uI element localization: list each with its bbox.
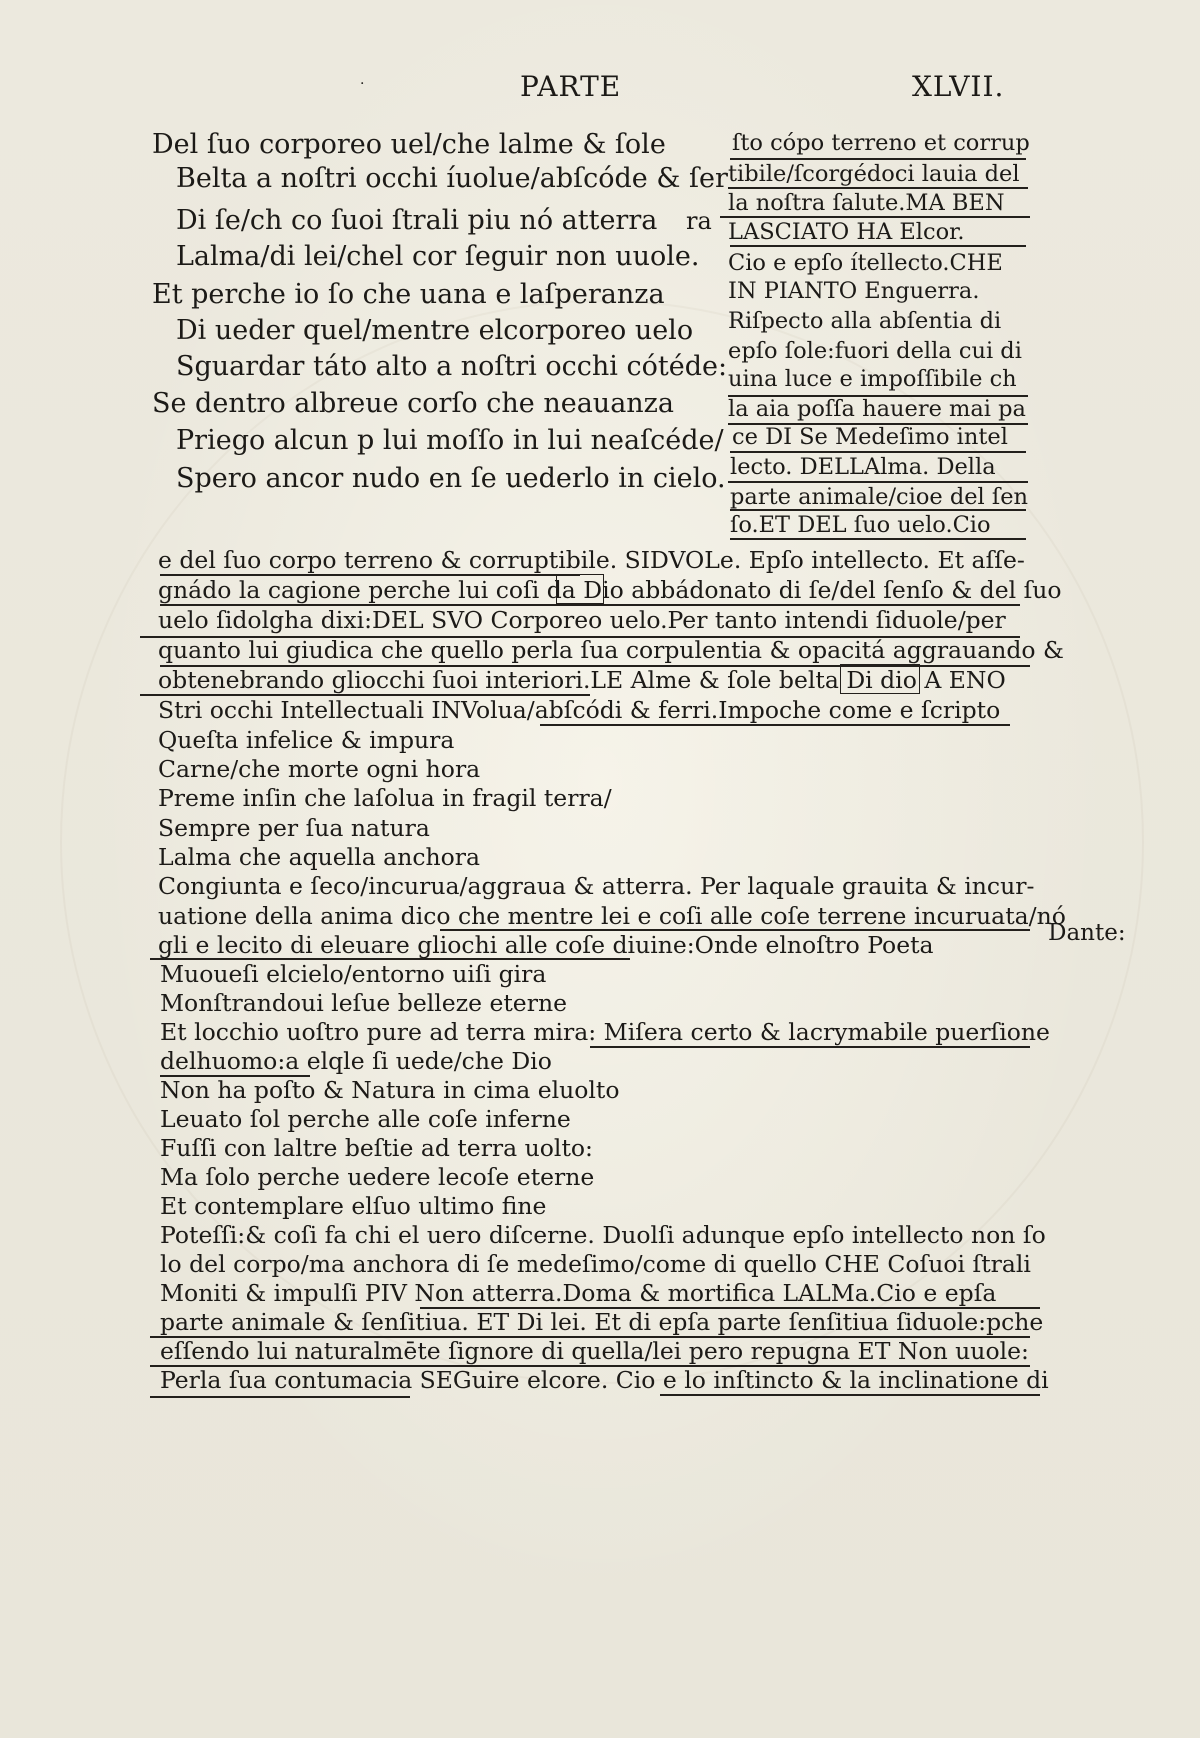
quote-line: Leuato ſol perche alle coſe inferne <box>160 1105 571 1133</box>
commentary-line: obtenebrando gliocchi ſuoi interiori.LE Alme & ſole belta Di dio A ENO <box>158 666 1006 694</box>
poem-line: Spero ancor nudo en ſe uederlo in cielo. <box>176 463 726 494</box>
side-commentary-line: uina luce e impoſſibile ch <box>728 366 1017 392</box>
handwritten-underline <box>728 423 1028 425</box>
quote-line: Queſta infelice & impura <box>158 726 455 754</box>
quote-line: parte animale & ſenſitiua. ET Di lei. Et di epſa parte ſenſitiua ſiduole:pche <box>160 1308 1044 1336</box>
quote-line: Moniti & impulſi PIV Non atterra.Doma & mortifica LALMa.Cio e epſa <box>160 1279 997 1307</box>
handwritten-underline <box>730 245 1026 247</box>
poem-line: Di ueder quel/mentre elcorporeo uelo <box>176 315 694 346</box>
handwritten-underline <box>728 481 1028 483</box>
folio-number: XLVII. <box>912 70 1005 103</box>
poem-line: Lalma/di lei/chel cor ſeguir non uuole. <box>176 241 700 272</box>
side-commentary-line: ce DI Se Medeſimo intel <box>732 424 1008 450</box>
handwritten-underline <box>720 216 1030 218</box>
handwritten-box <box>840 664 920 694</box>
handwritten-underline <box>440 929 1030 931</box>
quote-line: lo del corpo/ma anchora di ſe medeſimo/come di quello CHE Coſuoi ſtrali <box>160 1250 1031 1278</box>
page-header <box>0 70 1200 110</box>
handwritten-underline <box>140 636 1020 638</box>
side-commentary-line: la aia poſſa hauere mai pa <box>728 396 1026 422</box>
margin-note: Dante: <box>1048 920 1126 946</box>
handwritten-underline <box>730 509 1026 511</box>
side-commentary-line: lecto. DELLAlma. Della <box>730 454 996 480</box>
quote-line: Preme inſin che laſolua in fragil terra/ <box>158 784 612 812</box>
header-dot: · <box>360 76 366 92</box>
side-commentary-line: Riſpecto alla abſentia di <box>728 308 1002 334</box>
commentary-line: uatione della anima dico che mentre lei e coſi alle coſe terrene incuruata/nó <box>158 902 1066 930</box>
poem-line: Belta a noſtri occhi íuolue/abſcóde & ſer <box>176 163 728 194</box>
quote-line: Ma ſolo perche uedere lecoſe eterne <box>160 1163 595 1191</box>
handwritten-underline <box>540 724 1010 726</box>
side-commentary-line: IN PIANTO Enguerra. <box>728 278 980 304</box>
side-commentary-line: la noſtra ſalute.MA BEN <box>728 190 1005 216</box>
handwritten-underline <box>660 1394 1040 1396</box>
commentary-line: uelo ſidolgha dixi:DEL SVO Corporeo uelo.Per tanto intendi ſiduole/per <box>158 606 1006 634</box>
quote-line: Fuſſi con laltre beſtie ad terra uolto: <box>160 1134 593 1162</box>
handwritten-underline <box>150 958 630 960</box>
quote-line: delhuomo:a elqle ſi uede/che Dio <box>160 1047 552 1075</box>
quote-line: Et locchio uoſtro pure ad terra mira: Miſera certo & lacrymabile puerſione <box>160 1018 1050 1046</box>
quote-line: Carne/che morte ogni hora <box>158 755 481 783</box>
side-commentary-line: ſto cópo terreno et corrup <box>732 130 1030 156</box>
commentary-line: gli e lecito di eleuare gliochi alle coſe diuine:Onde elnoſtro Poeta <box>158 931 934 959</box>
commentary-line: quanto lui giudica che quello perla ſua corpulentia & opacitá aggrauando & <box>158 636 1064 664</box>
quote-line: Monſtrandoui leſue belleze eterne <box>160 989 567 1017</box>
poem-line: Priego alcun p lui moſſo in lui neaſcéde/ <box>176 425 724 456</box>
handwritten-underline <box>730 538 1026 540</box>
poem-line-marker: ra <box>686 207 712 235</box>
quote-line: Sempre per ſua natura <box>158 814 430 842</box>
handwritten-underline <box>150 1336 1030 1338</box>
handwritten-underline <box>420 1307 1040 1309</box>
poem-line: Se dentro albreue corſo che neauanza <box>152 388 675 419</box>
handwritten-underline <box>160 574 580 576</box>
poem-line: Di ſe/ch co ſuoi ſtrali piu nó atterra <box>176 205 658 236</box>
quote-line: Non ha poſto & Natura in cima eluolto <box>160 1076 620 1104</box>
handwritten-underline <box>150 1396 410 1398</box>
handwritten-underline <box>150 1365 1030 1367</box>
handwritten-underline <box>730 158 1026 160</box>
quote-line: Poteſſi:& coſi fa chi el uero diſcerne. Duolſi adunque epſo intellecto non ſo <box>160 1221 1046 1249</box>
commentary-line: gnádo la cagione perche lui coſi da Dio abbádonato di ſe/del ſenſo & del ſuo <box>158 576 1062 604</box>
handwritten-underline <box>140 694 590 696</box>
handwritten-underline <box>590 1046 1030 1048</box>
side-commentary-line: parte animale/cioe del ſen <box>730 484 1029 510</box>
side-commentary-line: ſo.ET DEL ſuo uelo.Cio <box>730 512 991 538</box>
quote-line: Perla ſua contumacia SEGuire elcore. Cio e lo inſtincto & la inclinatione di <box>160 1366 1049 1394</box>
side-commentary-line: Cio e epſo ítellecto.CHE <box>728 250 1003 276</box>
handwritten-box <box>556 574 604 604</box>
quote-line: eſſendo lui naturalmēte ſignore di quella/lei pero repugna ET Non uuole: <box>160 1337 1029 1365</box>
poem-line: Del ſuo corporeo uel/che lalme & ſole <box>152 129 666 160</box>
side-commentary-line: epſo ſole:fuori della cui di <box>728 338 1022 364</box>
commentary-line: Stri occhi Intellectuali INVolua/abſcódi & ferri.Impoche come e ſcripto <box>158 696 1001 724</box>
quote-line: Lalma che aquella anchora <box>158 843 481 871</box>
handwritten-underline <box>730 451 1026 453</box>
running-title: PARTE <box>520 70 622 103</box>
handwritten-underline <box>160 604 1020 606</box>
commentary-line: e del ſuo corpo terreno & corruptibile. SIDVOLe. Epſo intellecto. Et aſſe- <box>158 546 1025 574</box>
side-commentary-line: LASCIATO HA Elcor. <box>728 219 965 245</box>
quote-line: Muoueſi elcielo/entorno uiſi gira <box>160 960 547 988</box>
poem-line: Sguardar táto alto a noſtri occhi cótéde: <box>176 351 728 382</box>
commentary-line: Congiunta e ſeco/incurua/aggraua & atterra. Per laquale grauita & incur- <box>158 872 1035 900</box>
quote-line: Et contemplare elſuo ultimo fine <box>160 1192 547 1220</box>
poem-line: Et perche io ſo che uana e laſperanza <box>152 279 665 310</box>
side-commentary-line: tibile/ſcorgédoci lauia del <box>728 161 1020 187</box>
handwritten-underline <box>728 395 1028 397</box>
handwritten-underline <box>160 1075 310 1077</box>
handwritten-underline <box>728 187 1028 189</box>
